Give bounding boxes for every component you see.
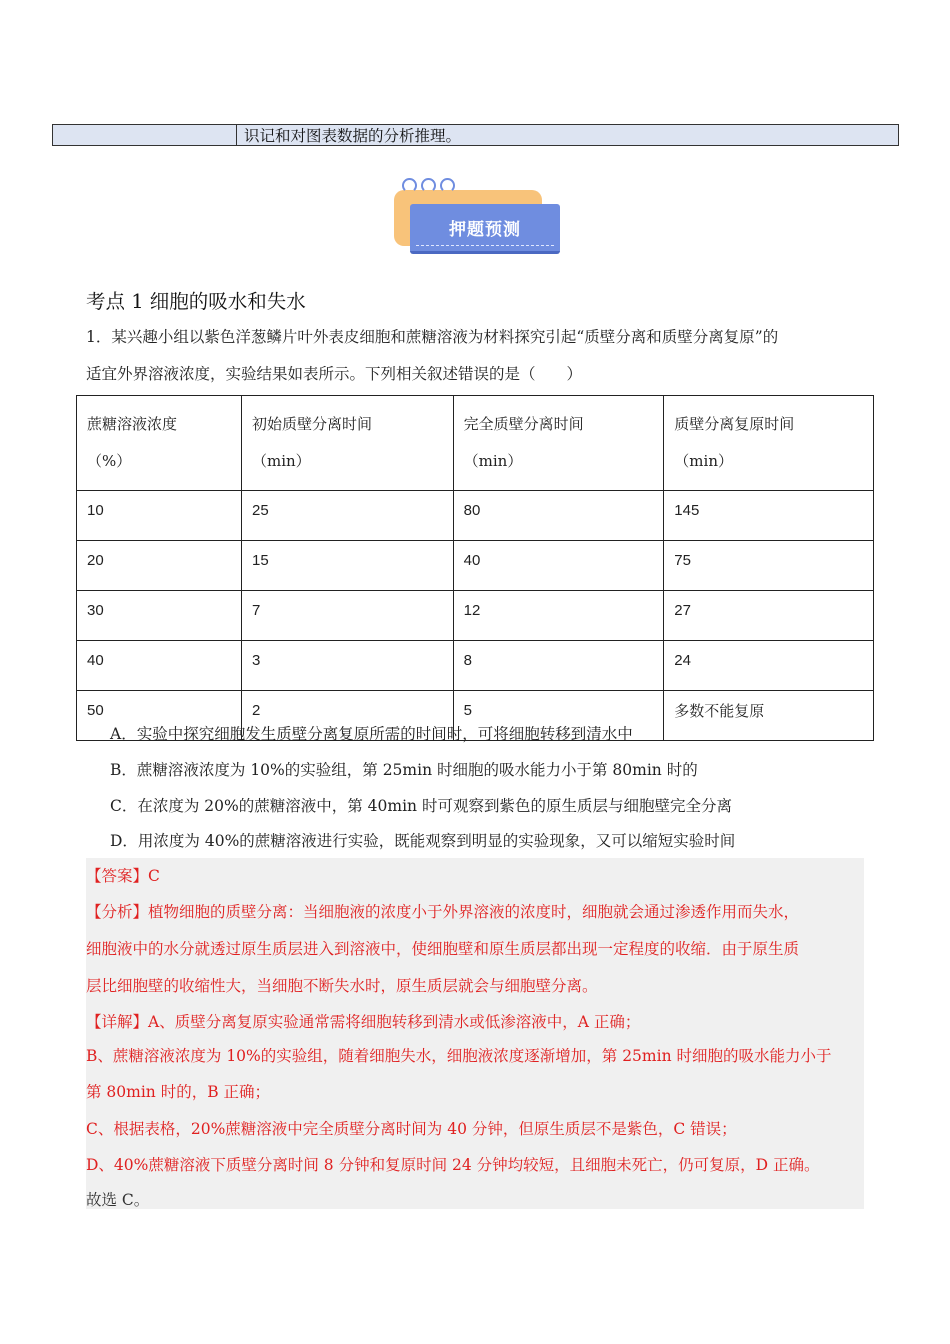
table-cell: 40 xyxy=(77,641,242,691)
header-table-left-cell xyxy=(53,125,237,145)
table-row xyxy=(77,641,874,691)
header-table-text: 识记和对图表数据的分析推理。 xyxy=(244,127,462,145)
header-unit: （min） xyxy=(674,452,733,470)
option-b: B．蔗糖溶液浓度为 10%的实验组，第 25min 时细胞的吸水能力小于第 80min 时的 xyxy=(110,761,698,779)
header-text: 质壁分离复原时间 xyxy=(674,415,795,433)
option-a: A．实验中探究细胞发生质壁分离复原所需的时间时，可将细胞转移到清水中 xyxy=(110,725,633,743)
ring-binder-icon xyxy=(402,178,459,197)
table-cell: 80 xyxy=(453,491,664,541)
analysis-line-2: 细胞液中的水分就透过原生质层进入到溶液中，使细胞壁和原生质层都出现一定程度的收缩．由于原生质 xyxy=(86,940,800,958)
table-row xyxy=(77,491,874,541)
detail-line-1: 【详解】A、质壁分离复原实验通常需将细胞转移到清水或低渗溶液中，A 正确； xyxy=(86,1013,641,1031)
conclusion-line: 故选 C。 xyxy=(86,1191,150,1209)
header-unit: （min） xyxy=(251,452,311,470)
table-cell: 27 xyxy=(664,591,874,641)
question-line-1: 1．某兴趣小组以紫色洋葱鳞片叶外表皮细胞和蔗糖溶液为材料探究引起“质壁分离和质壁分离复原”的 xyxy=(86,328,779,346)
header-text: 蔗糖溶液浓度 xyxy=(87,415,178,433)
prediction-banner xyxy=(394,178,562,260)
header-cell xyxy=(77,396,242,491)
header-cell xyxy=(241,396,453,491)
table-cell: 40 xyxy=(453,541,664,591)
table-cell: 25 xyxy=(241,491,453,541)
table-cell: 5 xyxy=(453,691,664,741)
question-line-2: 适宜外界溶液浓度，实验结果如表所示。下列相关叙述错误的是（ ） xyxy=(86,365,583,383)
header-text: 初始质壁分离时间 xyxy=(251,415,372,433)
table-cell: 145 xyxy=(664,491,874,541)
detail-line-4: C、根据表格，20%蔗糖溶液中完全质壁分离时间为 40 分钟，但原生质层不是紫色，C 错误； xyxy=(86,1120,737,1138)
table-cell: 24 xyxy=(664,641,874,691)
detail-line-2: B、蔗糖溶液浓度为 10%的实验组，随着细胞失水，细胞液浓度逐渐增加，第 25min 时细胞的吸水能力小于 xyxy=(86,1047,832,1065)
header-cell xyxy=(453,396,664,491)
analysis-line-3: 层比细胞壁的收缩性大，当细胞不断失水时，原生质层就会与细胞壁分离。 xyxy=(86,977,598,995)
experiment-table xyxy=(76,395,874,741)
analysis-line-1: 【分析】植物细胞的质壁分离：当细胞液的浓度小于外界溶液的浓度时，细胞就会通过渗透作用而失水， xyxy=(86,903,800,921)
header-text: 完全质壁分离时间 xyxy=(463,415,584,433)
section-title: 考点 1 细胞的吸水和失水 xyxy=(86,290,306,313)
header-unit: （%） xyxy=(87,452,132,470)
table-cell: 2 xyxy=(241,691,453,741)
header-unit: （min） xyxy=(463,452,523,470)
header-table-row xyxy=(52,124,899,146)
answer-key: 【答案】C xyxy=(86,867,160,885)
table-cell: 多数不能复原 xyxy=(664,691,874,741)
table-cell: 10 xyxy=(77,491,242,541)
detail-line-3: 第 80min 时的，B 正确； xyxy=(86,1083,271,1101)
table-header-row xyxy=(77,396,874,491)
table-cell: 7 xyxy=(241,591,453,641)
table-cell: 12 xyxy=(453,591,664,641)
table-cell: 3 xyxy=(241,641,453,691)
detail-line-5: D、40%蔗糖溶液下质壁分离时间 8 分钟和复原时间 24 分钟均较短，且细胞未死亡，仍可复原，D 正确。 xyxy=(86,1156,820,1174)
table-cell: 75 xyxy=(664,541,874,591)
header-cell xyxy=(664,396,874,491)
table-cell: 50 xyxy=(77,691,242,741)
table-row xyxy=(77,541,874,591)
banner-label: 押题预测 xyxy=(449,220,521,240)
table-cell: 20 xyxy=(77,541,242,591)
table-cell: 15 xyxy=(241,541,453,591)
table-cell: 30 xyxy=(77,591,242,641)
option-d: D．用浓度为 40%的蔗糖溶液进行实验，既能观察到明显的实验现象，又可以缩短实验时间 xyxy=(110,832,736,850)
option-c: C．在浓度为 20%的蔗糖溶液中，第 40min 时可观察到紫色的原生质层与细胞壁完全分离 xyxy=(110,797,732,815)
table-cell: 8 xyxy=(453,641,664,691)
table-row xyxy=(77,591,874,641)
